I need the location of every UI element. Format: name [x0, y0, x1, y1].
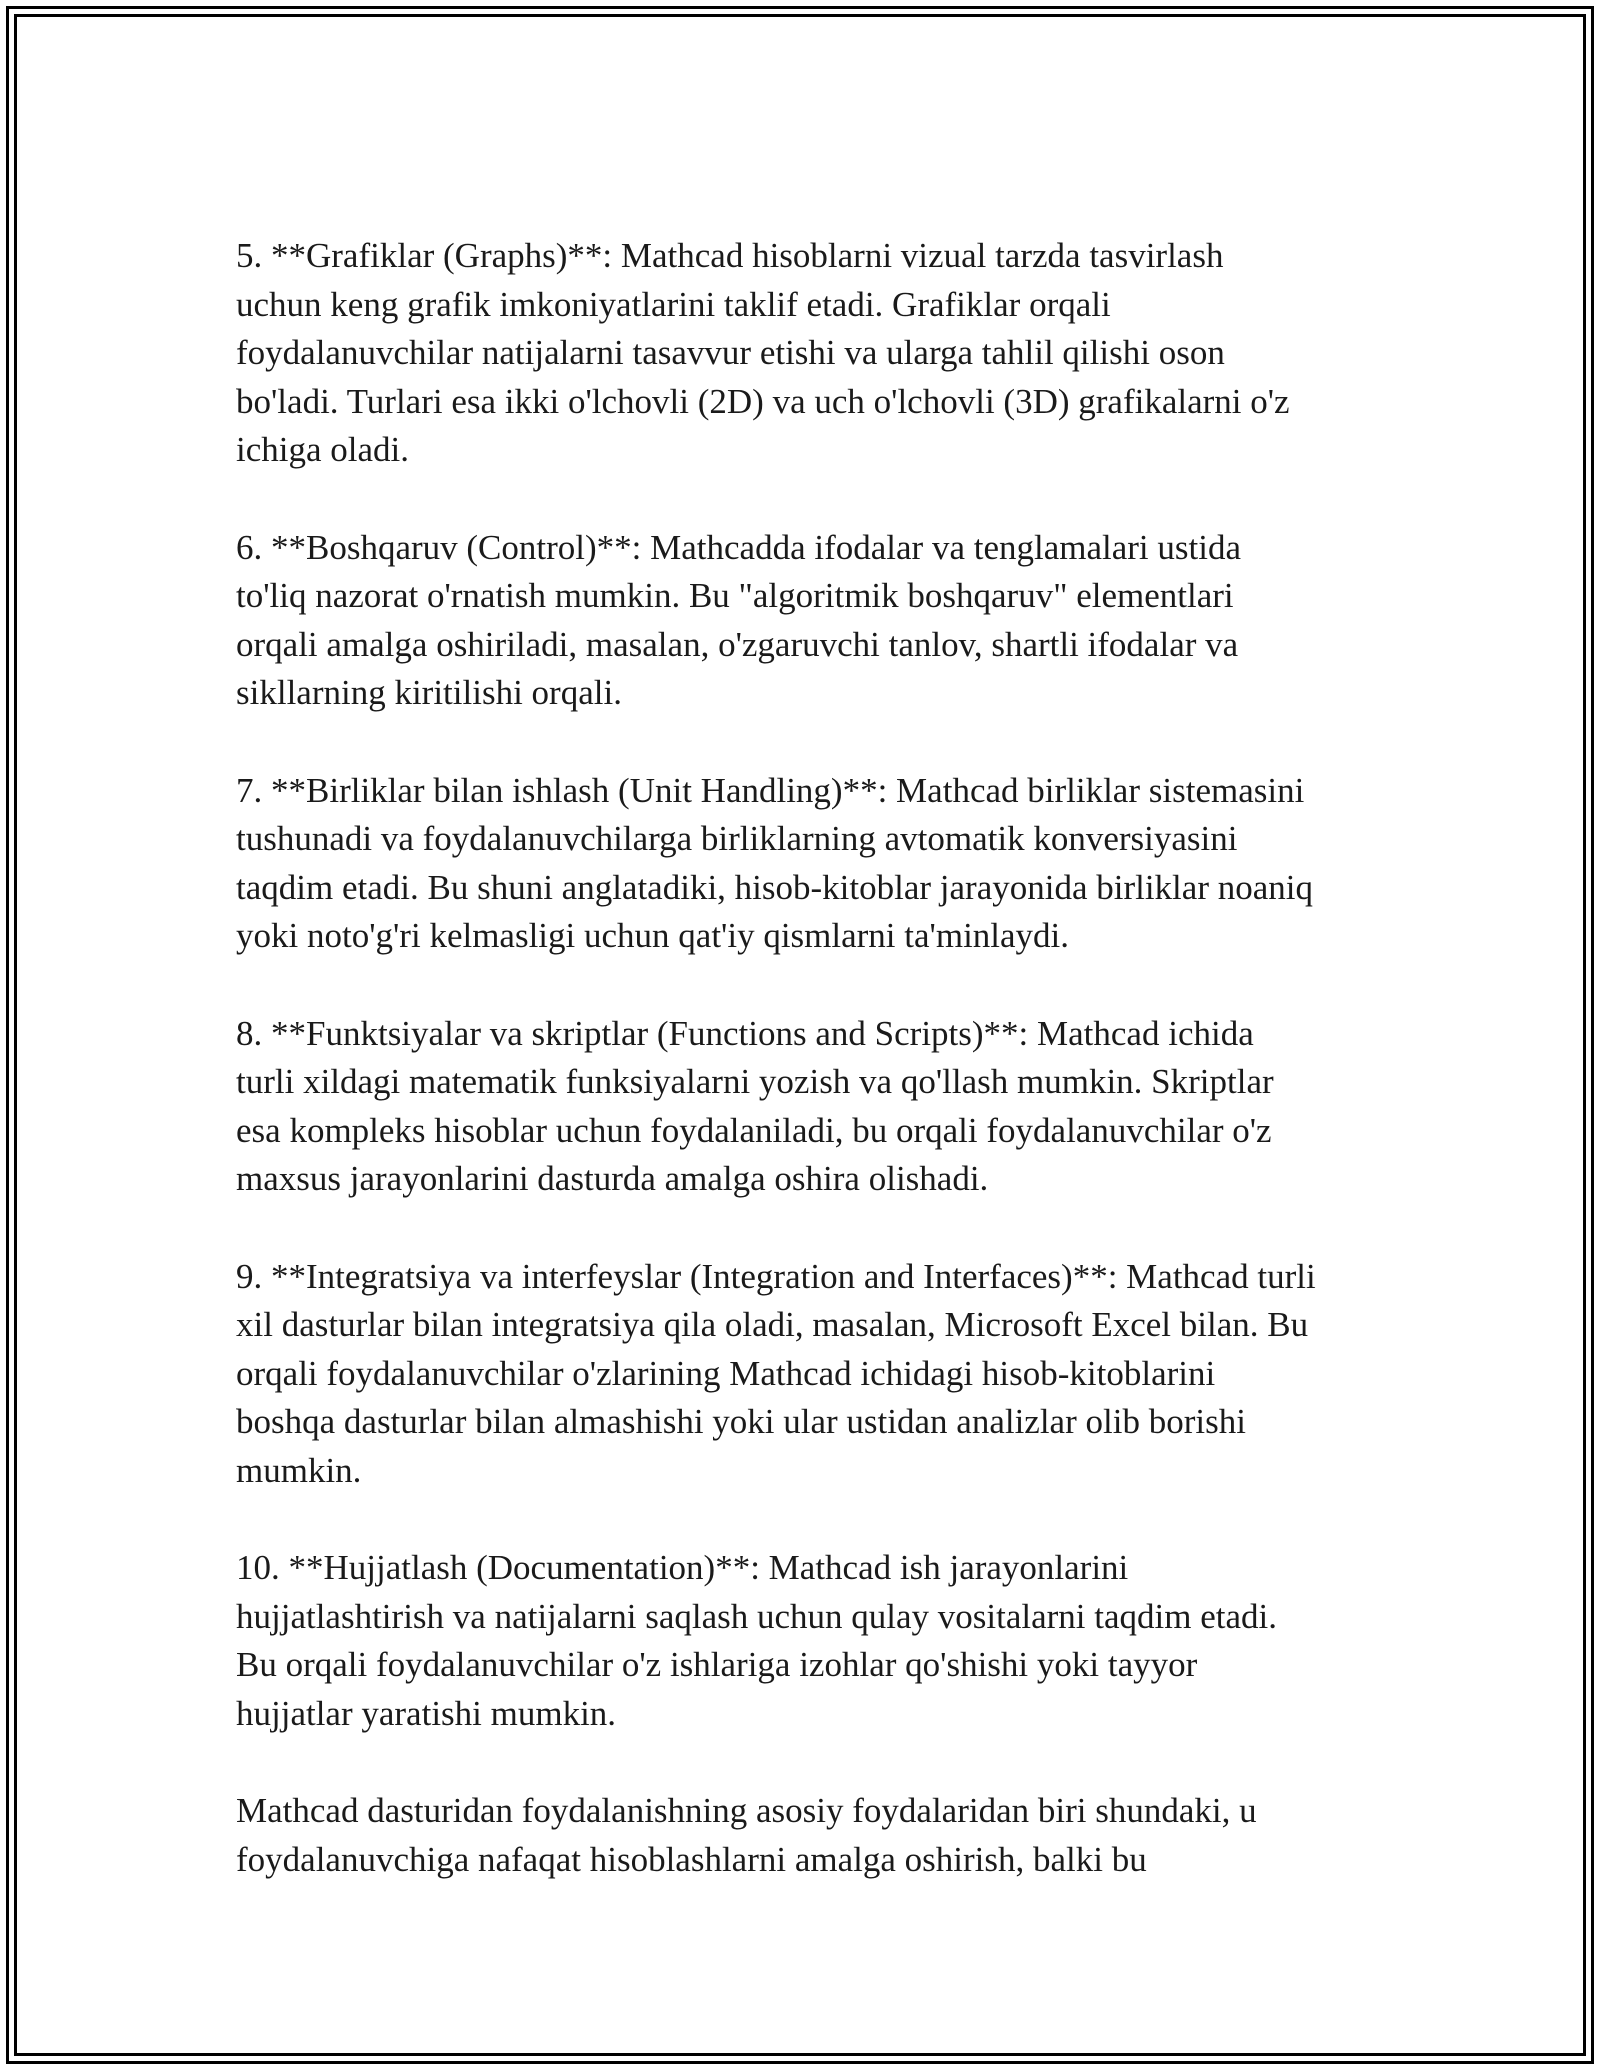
paragraph — [236, 1544, 1376, 1738]
text-line: Bu orqali foydalanuvchilar o'z ishlariga izohlar qo'shishi yoki tayyor — [236, 1645, 1198, 1684]
text-line: foydalanuvchiga nafaqat hisoblashlarni amalga oshirish, balki bu — [236, 1839, 1147, 1879]
text-line: foydalanuvchilar natijalarni tasavvur etishi va ularga tahlil qilishi oson — [236, 333, 1225, 372]
text-line: 10. **Hujjatlash (Documentation)**: Mathcad ish jarayonlarini — [236, 1548, 1129, 1587]
text-line: to'liq nazorat o'rnatish mumkin. Bu "algoritmik boshqaruv" elementlari — [236, 576, 1234, 615]
text-line: 8. **Funktsiyalar va skriptlar (Functions and Scripts)**: Mathcad ichida — [236, 1013, 1254, 1053]
text-line: 6. **Boshqaruv (Control)**: Mathcadda ifodalar va tenglamalari ustida — [236, 527, 1242, 567]
text-line: xil dasturlar bilan integratsiya qila oladi, masalan, Microsoft Excel bilan. Bu — [236, 1305, 1309, 1344]
text-line: uchun keng grafik imkoniyatlarini taklif etadi. Grafiklar orqali — [236, 284, 1111, 324]
text-line: maxsus jarayonlarini dasturda amalga oshira olishadi. — [236, 1159, 989, 1198]
paragraph — [236, 524, 1376, 718]
paragraph — [236, 1010, 1376, 1204]
text-line: esa kompleks hisoblar uchun foydalaniladi, bu orqali foydalanuvchilar o'z — [236, 1110, 1272, 1150]
text-line: 5. **Grafiklar (Graphs)**: Mathcad hisoblarni vizual tarzda tasvirlash — [236, 236, 1224, 275]
text-line: ichiga oladi. — [236, 430, 410, 469]
paragraph — [236, 767, 1376, 961]
paragraph — [236, 1787, 1376, 1884]
text-line: sikllarning kiritilishi orqali. — [236, 673, 622, 712]
text-line: 9. **Integratsiya va interfeyslar (Integration and Interfaces)**: Mathcad turli — [236, 1256, 1316, 1296]
paragraph — [236, 232, 1376, 475]
text-line: mumkin. — [236, 1450, 362, 1490]
text-line: tushunadi va foydalanuvchilarga birliklarning avtomatik konversiyasini — [236, 819, 1238, 858]
text-line: hujjatlar yaratishi mumkin. — [236, 1693, 617, 1733]
text-line: Mathcad dasturidan foydalanishning asosiy foydalaridan biri shundaki, u — [236, 1791, 1257, 1830]
text-line: hujjatlashtirish va natijalarni saqlash uchun qulay vositalarni taqdim etadi. — [236, 1596, 1277, 1636]
text-line: orqali amalga oshiriladi, masalan, o'zgaruvchi tanlov, shartli ifodalar va — [236, 624, 1239, 664]
text-line: yoki noto'g'ri kelmasligi uchun qat'iy qismlarni ta'minlaydi. — [236, 916, 1070, 955]
text-line: boshqa dasturlar bilan almashishi yoki ular ustidan analizlar olib borishi — [236, 1402, 1246, 1441]
text-line: orqali foydalanuvchilar o'zlarining Mathcad ichidagi hisob-kitoblarini — [236, 1353, 1216, 1393]
document-body — [236, 232, 1376, 1933]
text-line: taqdim etadi. Bu shuni anglatadiki, hisob-kitoblar jarayonida birliklar noaniq — [236, 867, 1313, 907]
paragraph — [236, 1253, 1376, 1496]
text-line: turli xildagi matematik funksiyalarni yozish va qo'llash mumkin. Skriptlar — [236, 1062, 1274, 1101]
text-line: bo'ladi. Turlari esa ikki o'lchovli (2D) va uch o'lchovli (3D) grafikalarni o'z — [236, 381, 1290, 421]
text-line: 7. **Birliklar bilan ishlash (Unit Handling)**: Mathcad birliklar sistemasini — [236, 770, 1305, 810]
